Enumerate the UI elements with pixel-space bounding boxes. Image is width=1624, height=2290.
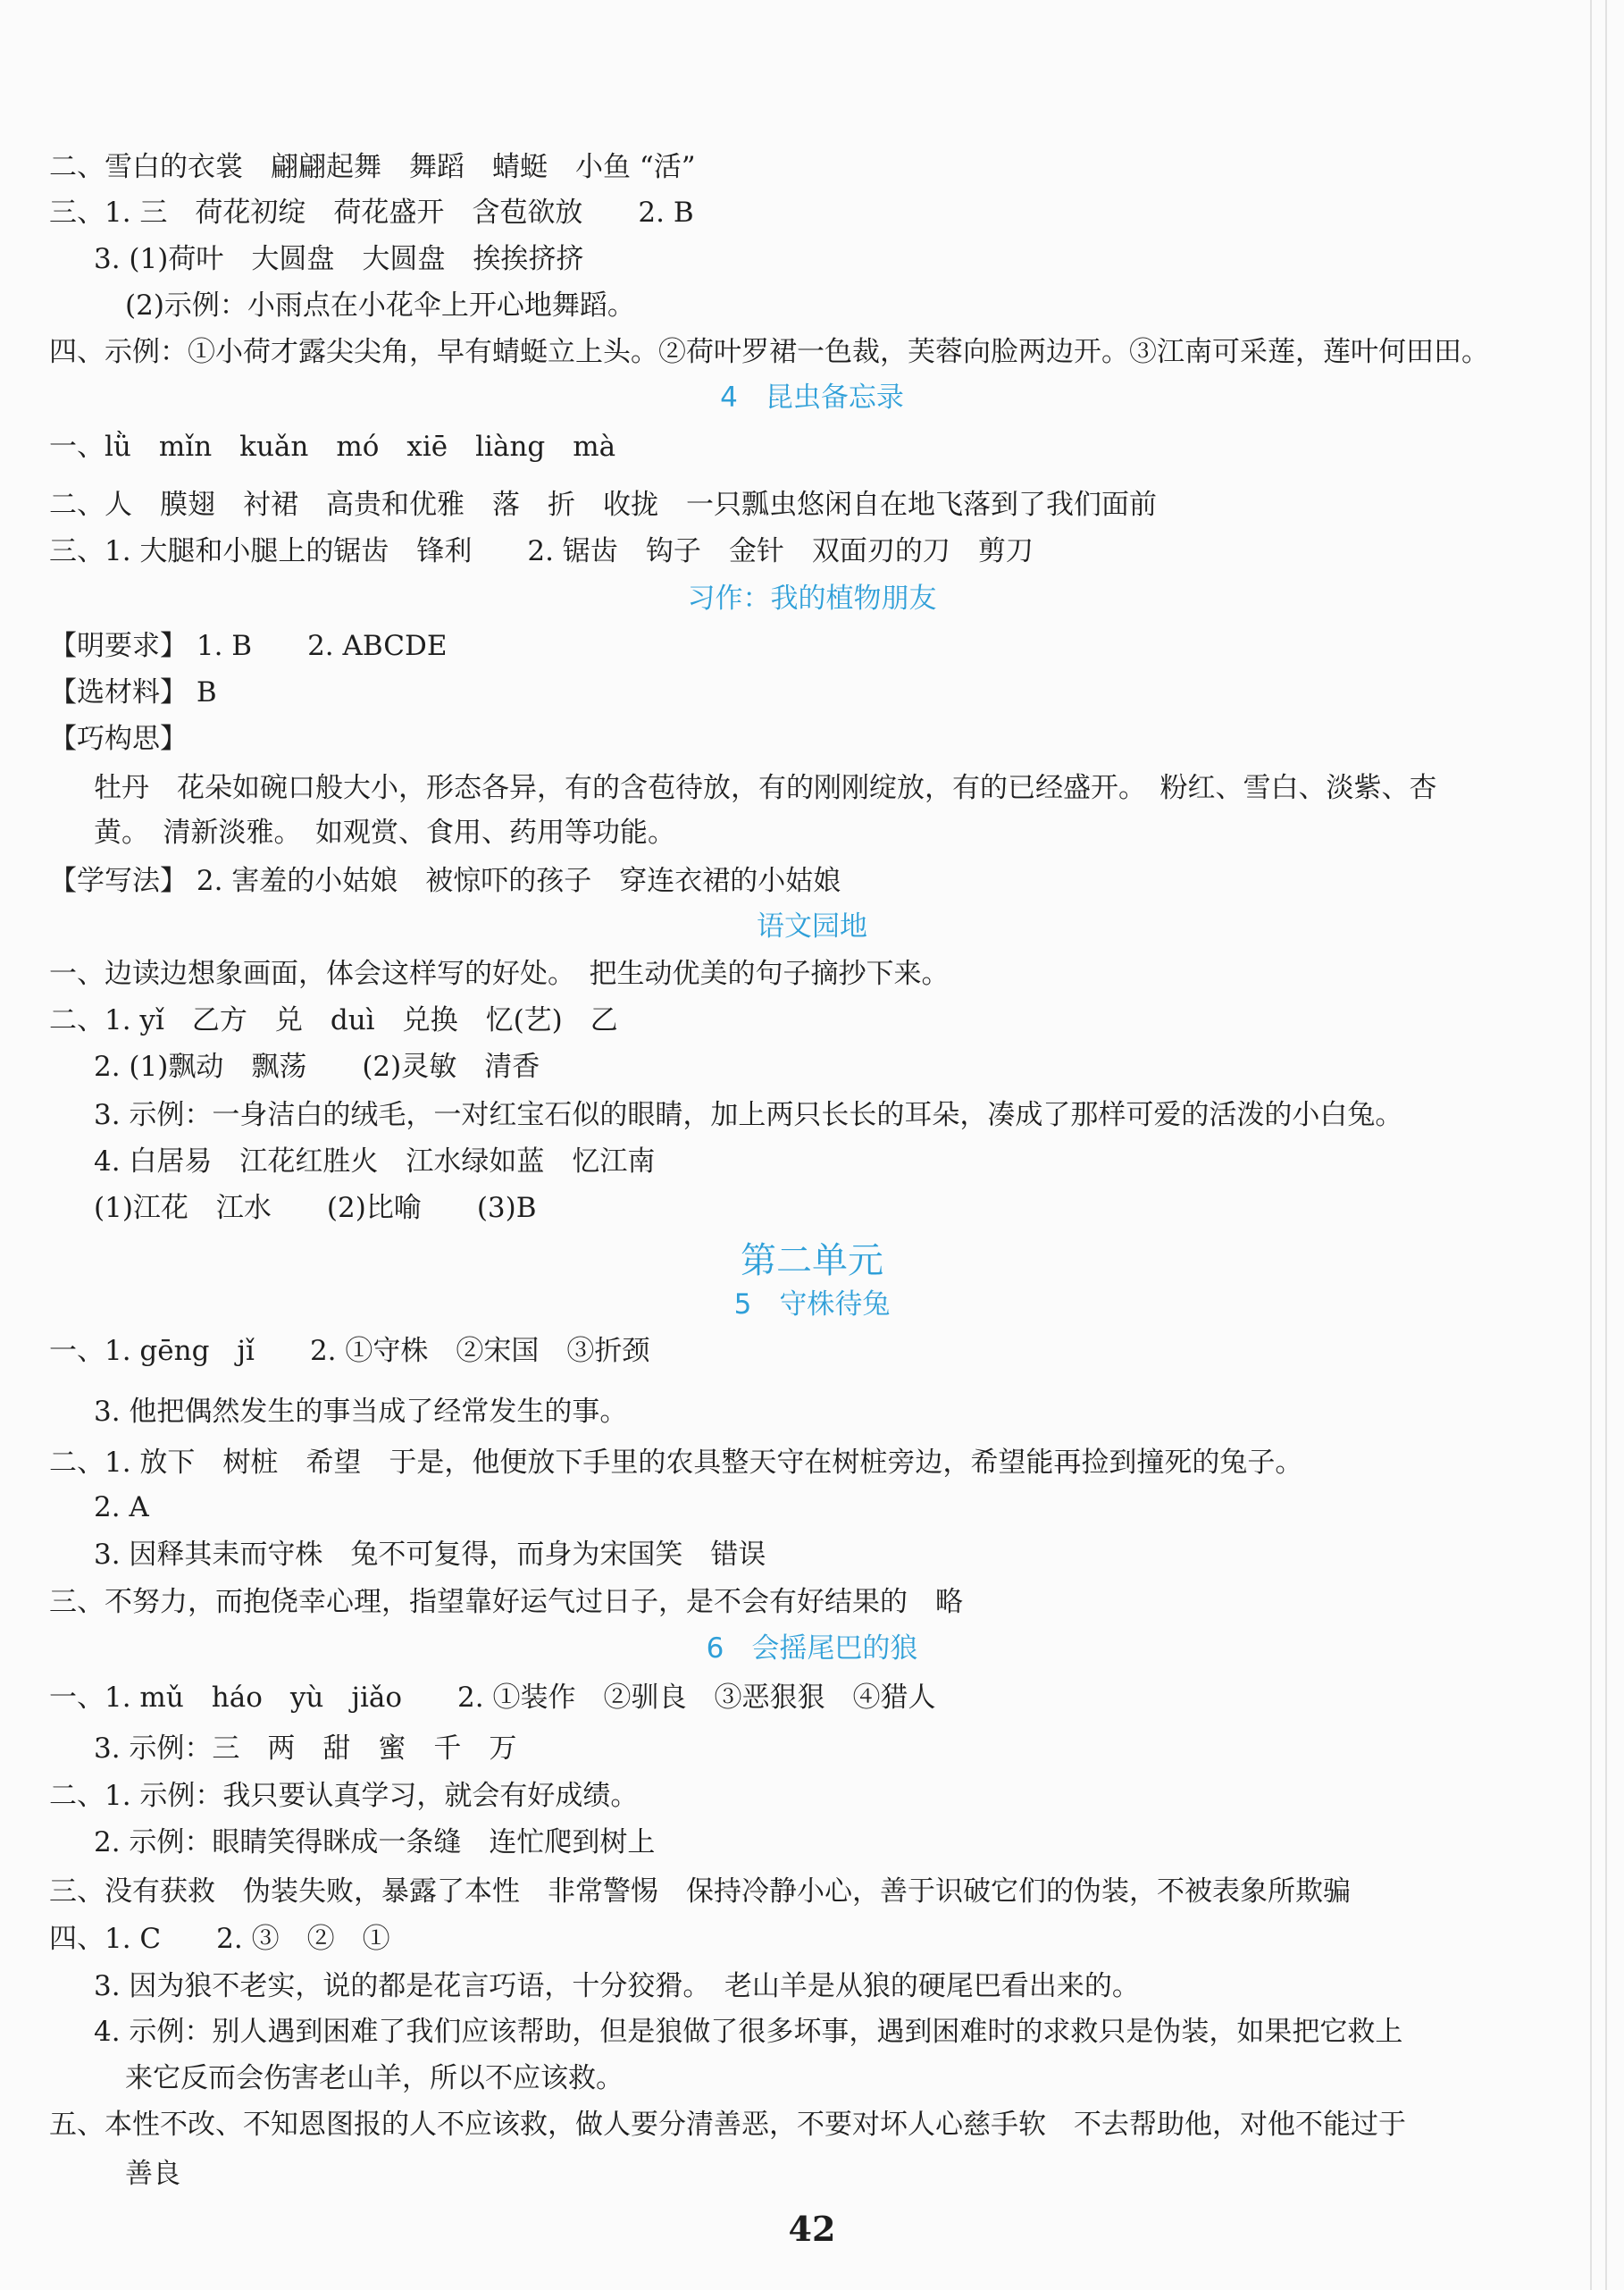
composition-heading: 习作：我的植物朋友 bbox=[687, 583, 937, 615]
answer-line: 4. 白居易 江花红胜火 江水绿如蓝 忆江南 bbox=[94, 1145, 656, 1178]
answer-line: 3. 因为狼不老实，说的都是花言巧语，十分狡猾。 老山羊是从狼的硬尾巴看出来的。 bbox=[94, 1970, 1140, 2002]
answer-line: 4. 示例：别人遇到困难了我们应该帮助，但是狼做了很多坏事，遇到困难时的求救只是伪装，如果把它救上 bbox=[94, 2016, 1403, 2048]
answer-line: 3. 示例：三 两 甜 蜜 千 万 bbox=[94, 1732, 517, 1765]
answer-line: 来它反而会伤害老山羊，所以不应该救。 bbox=[125, 2062, 624, 2094]
lesson-6-heading: 6 会摇尾巴的狼 bbox=[706, 1632, 918, 1665]
answer-line: 二、人 膜翅 衬裙 高贵和优雅 落 折 收拢 一只瓢虫悠闲自在地飞落到了我们面前 bbox=[49, 489, 1157, 521]
answer-line: 3. 他把偶然发生的事当成了经常发生的事。 bbox=[94, 1396, 628, 1428]
answer-line: 3. (1)荷叶 大圆盘 大圆盘 挨挨挤挤 bbox=[94, 243, 584, 275]
answer-line: 二、1. 示例：我只要认真学习，就会有好成绩。 bbox=[49, 1780, 639, 1812]
answer-line: (2)示例：小雨点在小花伞上开心地舞蹈。 bbox=[125, 289, 635, 322]
answer-line: 三、1. 大腿和小腿上的锯齿 锋利 2. 锯齿 钩子 金针 双面刃的刀 剪刀 bbox=[49, 535, 1034, 567]
answer-line: 二、1. yǐ 乙方 兑 duì 兑换 忆(艺) 乙 bbox=[49, 1004, 618, 1036]
answer-line: 【选材料】 B bbox=[49, 676, 217, 709]
answer-line: 2. (1)飘动 飘荡 (2)灵敏 清香 bbox=[94, 1051, 540, 1083]
answer-line: 二、1. 放下 树桩 希望 于是，他便放下手里的农具整天守在树桩旁边，希望能再捡到撞死的兔子。 bbox=[49, 1447, 1303, 1479]
answer-line: 【巧构思】 bbox=[49, 723, 188, 755]
lesson-4-heading: 4 昆虫备忘录 bbox=[720, 382, 904, 414]
answer-line: 一、lǜ mǐn kuǎn mó xiē liàng mà bbox=[49, 431, 616, 463]
answer-line: 四、示例：①小荷才露尖尖角，早有蜻蜓立上头。②荷叶罗裙一色裁，芙蓉向脸两边开。③江南可采莲，莲叶何田田。 bbox=[49, 336, 1489, 368]
answer-line: 【明要求】 1. B 2. ABCDE bbox=[49, 630, 448, 662]
lesson-5-heading: 5 守株待兔 bbox=[733, 1288, 891, 1321]
answer-line: 二、雪白的衣裳 翩翩起舞 舞蹈 蜻蜓 小鱼 “活” bbox=[49, 151, 696, 183]
answer-line: 黄。 清新淡雅。 如观赏、食用、药用等功能。 bbox=[94, 817, 675, 849]
answer-line: 四、1. C 2. ③ ② ① bbox=[49, 1923, 390, 1955]
answer-line: 三、1. 三 荷花初绽 荷花盛开 含苞欲放 2. B bbox=[49, 197, 694, 229]
answer-line: 三、不努力，而抱侥幸心理，指望靠好运气过日子，是不会有好结果的 略 bbox=[49, 1586, 963, 1618]
answer-line: (1)江花 江水 (2)比喻 (3)B bbox=[94, 1192, 537, 1224]
page-number: 42 bbox=[788, 2209, 836, 2249]
answer-line: 一、边读边想象画面，体会这样写的好处。 把生动优美的句子摘抄下来。 bbox=[49, 958, 950, 990]
answer-line: 2. A bbox=[94, 1491, 149, 1523]
answer-line: 牡丹 花朵如碗口般大小，形态各异，有的含苞待放，有的刚刚绽放，有的已经盛开。 粉红、雪白、淡紫、杏 bbox=[94, 772, 1437, 804]
answer-line: 2. 示例：眼睛笑得眯成一条缝 连忙爬到树上 bbox=[94, 1826, 656, 1858]
unit-2-heading: 第二单元 bbox=[741, 1240, 883, 1281]
answer-line: 3. 示例：一身洁白的绒毛，一对红宝石似的眼睛，加上两只长长的耳朵，凑成了那样可爱的活泼的小白兔。 bbox=[94, 1099, 1403, 1131]
answer-line: 【学写法】 2. 害羞的小姑娘 被惊吓的孩子 穿连衣裙的小姑娘 bbox=[49, 865, 841, 897]
answer-line: 一、1. mǔ háo yù jiǎo 2. ①装作 ②驯良 ③恶狠狠 ④猎人 bbox=[49, 1682, 936, 1714]
answer-line: 3. 因释其耒而守株 兔不可复得，而身为宋国笑 错误 bbox=[94, 1539, 766, 1571]
answer-line: 一、1. gēng jǐ 2. ①守株 ②宋国 ③折颈 bbox=[49, 1335, 650, 1367]
answer-line: 善良 bbox=[125, 2158, 180, 2190]
chinese-garden-heading: 语文园地 bbox=[757, 910, 867, 943]
answer-line: 五、本性不改、不知恩图报的人不应该救，做人要分清善恶，不要对坏人心慈手软 不去帮助他，对他不能过于 bbox=[49, 2109, 1406, 2141]
answer-line: 三、没有获救 伪装失败，暴露了本性 非常警惕 保持冷静小心，善于识破它们的伪装，不被表象所欺骗 bbox=[49, 1875, 1351, 1908]
